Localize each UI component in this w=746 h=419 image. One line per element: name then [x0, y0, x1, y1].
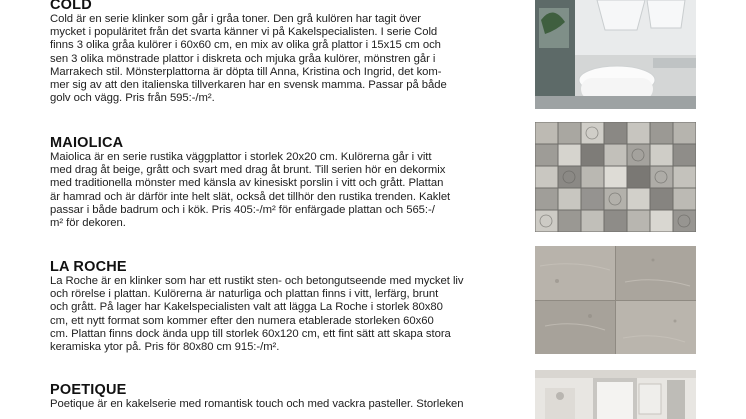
- section-body: Maiolica är en serie rustika väggplattor i storlek 20x20 cm. Kulörerna går i vitt med drag åt beige, grått och svart med drag åt brunt. Till serien hör en dekormix med traditionella mönster med känsla av kinesiskt porslin i vitt och grått. Plattan är hamrad och är därför inte helt slät, också det tillhör den rustika trenden. Kaklet passar i både badrum och i kök. Pris 405:-/m² för enfärgade plattan och 565:-/ m² för dekoren.: [50, 151, 451, 230]
- section-body: Poetique är en kakelserie med romantisk touch och med vackra pasteller. Storleken: [50, 398, 464, 410]
- section-heading: LA ROCHE: [50, 259, 127, 275]
- section-cold: [50, 0, 502, 105]
- section-body: Cold är en serie klinker som går i gråa toner. Den grå kulören har tagit över mycket i populäritet från det svarta känner vi på Kakelspecialisten. I serie Cold finns 3 olika gråa kulörer i 60x60 cm, en mix av olika grå plattor i 15x15 cm och sen 3 olika mönstrade plattor i diskreta och mjuka gråa kulörer, mönstren går i Marrakech stil. Mönsterplattorna är döpta till Anna, Kristina och Ingrid, det kom- mer sig av att den italienska tillverkaren har en svensk mamma. Passar på både golv och vägg. Pris från 595:-/m².: [50, 13, 447, 105]
- section-heading: MAIOLICA: [50, 135, 124, 151]
- concrete-stone-tile-photo: [535, 246, 696, 354]
- section-body: La Roche är en klinker som har ett rustikt sten- och betongutseende med mycket liv och rörelse i plattan. Kulörerna är naturliga och plattan finns i vitt, lerfärg, brunt och grått. På lager har Kakelspecialisten valt att lägga La Roche i storlek 80x80 cm, ett nytt format som kommer efter den numera etablerade storleken 60x60 cm. Plattan finns dock ända upp till storlek 60x120 cm, ett fint sätt att skapa stora keramiska ytor på. Pris för 80x80 cm 915:-/m².: [50, 275, 464, 354]
- bathroom-freestanding-bathtub-photo: [535, 0, 696, 109]
- patterned-tile-grid-photo: [535, 122, 696, 232]
- section-maiolica: [50, 135, 502, 230]
- section-poetique: [50, 382, 502, 411]
- section-la-roche: [50, 259, 502, 354]
- section-heading: POETIQUE: [50, 382, 127, 398]
- bathroom-interior-photo: [535, 370, 696, 419]
- section-heading: COLD: [50, 0, 92, 13]
